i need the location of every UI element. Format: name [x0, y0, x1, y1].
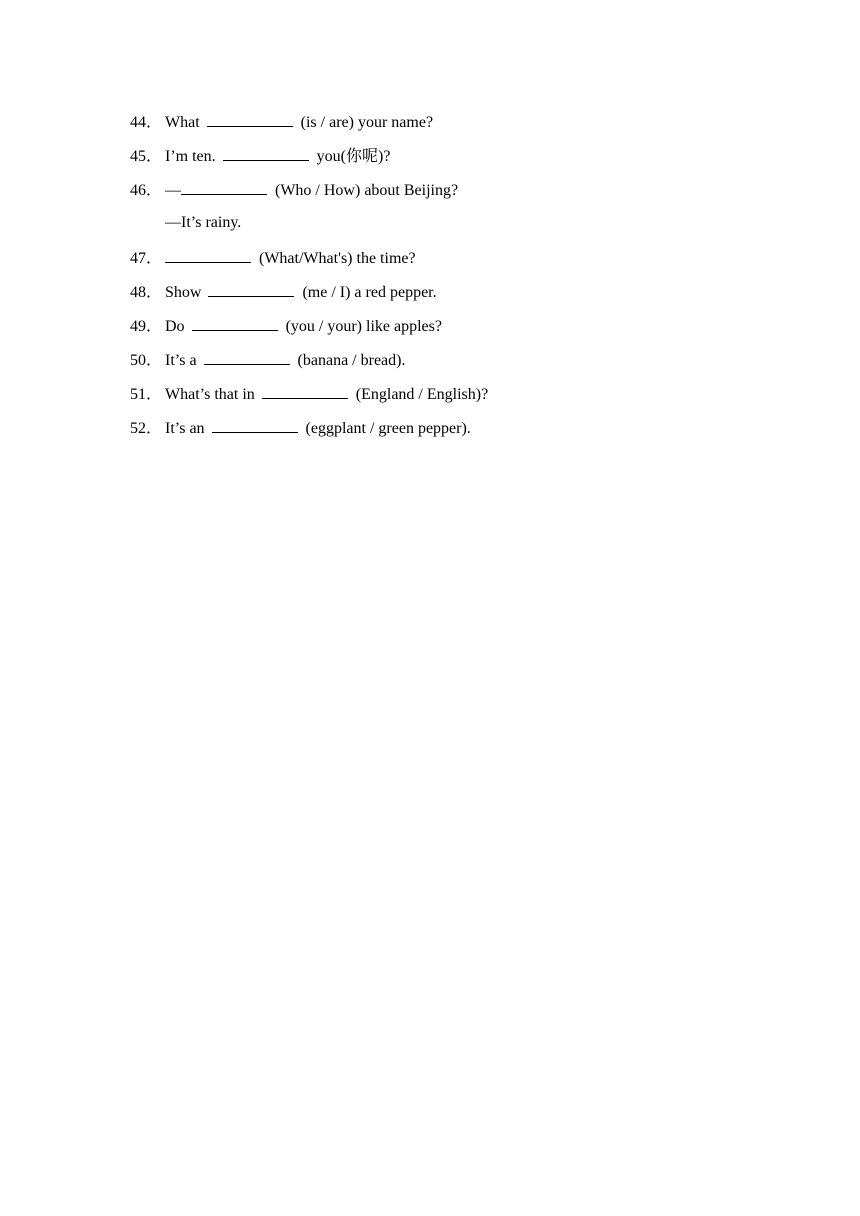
question-text-before: I’m ten. [165, 148, 216, 165]
question-number: 48． [130, 284, 163, 301]
question-list [130, 110, 770, 450]
question-text-after: (England / English)? [355, 386, 489, 403]
question-number: 45． [130, 148, 163, 165]
answer-blank[interactable] [181, 178, 267, 195]
question-number: 47． [130, 250, 163, 267]
answer-blank[interactable] [212, 416, 298, 433]
question-text-after: (Who / How) about Beijing? [275, 182, 459, 199]
question-49 [130, 314, 770, 348]
answer-blank[interactable] [262, 382, 348, 399]
question-46-reply [130, 212, 770, 246]
question-51 [130, 382, 770, 416]
question-47 [130, 246, 770, 280]
question-text-after: (me / I) a red pepper. [302, 284, 437, 301]
answer-blank[interactable] [223, 144, 309, 161]
answer-blank[interactable] [165, 246, 251, 263]
question-text-after: (you / your) like apples? [285, 318, 442, 335]
question-48 [130, 280, 770, 314]
question-text-before: It’s an [165, 420, 205, 437]
question-45 [130, 144, 770, 178]
question-text-after: (banana / bread). [297, 352, 406, 369]
reply-text: —It’s rainy. [165, 214, 242, 231]
question-text-before: Show [165, 284, 202, 301]
question-number: 52． [130, 420, 163, 437]
question-number: 50． [130, 352, 163, 369]
question-number: 49． [130, 318, 163, 335]
answer-blank[interactable] [208, 280, 294, 297]
question-52 [130, 416, 770, 450]
question-text-after: you(你呢)? [316, 148, 391, 165]
question-number: 46． [130, 182, 163, 199]
question-text-after: (eggplant / green pepper). [305, 420, 471, 437]
question-50 [130, 348, 770, 382]
question-text-before: Do [165, 318, 185, 335]
answer-blank[interactable] [207, 110, 293, 127]
question-text-before: — [165, 182, 181, 199]
question-text-before: What [165, 114, 200, 131]
answer-blank[interactable] [204, 348, 290, 365]
question-text-before: What’s that in [165, 386, 255, 403]
question-text-after: (What/What's) the time? [259, 250, 416, 267]
question-number: 51． [130, 386, 163, 403]
question-46 [130, 178, 770, 212]
question-text-before: It’s a [165, 352, 197, 369]
question-text-after: (is / are) your name? [300, 114, 434, 131]
question-number: 44． [130, 114, 163, 131]
question-44 [130, 110, 770, 144]
answer-blank[interactable] [192, 314, 278, 331]
